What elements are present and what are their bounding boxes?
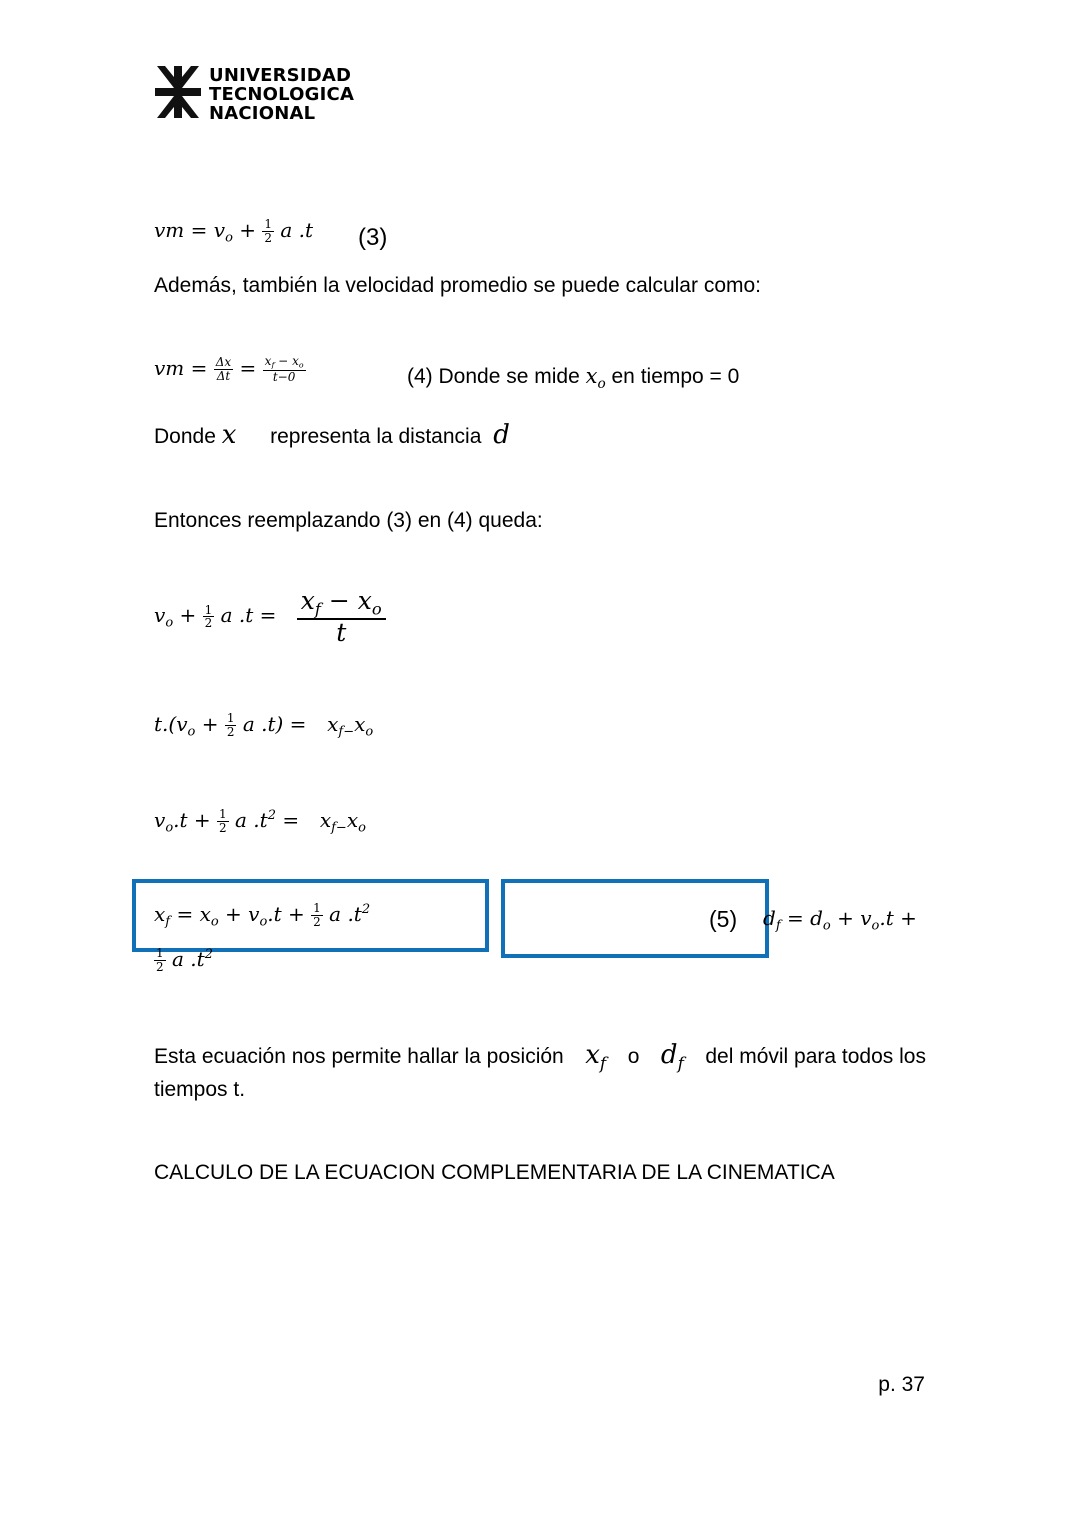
equation-4-label: (4) Donde se mide $x_o$ en tiempo = 0 xyxy=(407,364,740,392)
paragraph-donde-x: Donde x representa la distancia d xyxy=(154,420,510,450)
equation-c: $v_o.t$ + $\frac{1}{2}$ a $.t^2 = x_{f-}x_o$ xyxy=(154,807,366,836)
equation-4: vm = $\frac{\Delta x}{\Delta t}$ = $\frac{x_f - x_o}{t-0}$ xyxy=(154,354,304,384)
logo-line-3: NACIONAL xyxy=(209,103,316,124)
equation-3: vm = $v_o$ + $\frac{1}{2}$ a .t xyxy=(154,217,314,246)
equation-5-d-wrap: $\frac{1}{2}$ a $.t^2$ xyxy=(156,946,213,974)
page-number: p. 37 xyxy=(878,1373,925,1396)
equation-3-label: (3) xyxy=(358,224,388,251)
equation-5-d: $d_f = d_o + v_o.t$ + xyxy=(763,906,917,934)
logo-line-1: UNIVERSIDAD xyxy=(209,65,352,86)
paragraph-posicion: Esta ecuación nos permite hallar la posición $x_f$ o $d_f$ del móvil para todos los xyxy=(154,1040,926,1073)
paragraph-entonces: Entonces reemplazando (3) en (4) queda: xyxy=(154,509,543,532)
utn-logo-icon xyxy=(155,66,201,118)
equation-5-label: (5) xyxy=(709,906,738,932)
equation-b: $t.(v_o$ + $\frac{1}{2}$ a $.t) = x_{f-}x_o$ xyxy=(154,711,374,740)
equation-a: $v_o$ + $\frac{1}{2}$ a .t = $\frac{x_f - x_o}{t}$ xyxy=(154,588,386,646)
paragraph-velocidad-promedio: Además, también la velocidad promedio se puede calcular como: xyxy=(154,274,762,297)
logo-line-2: TECNOLOGICA xyxy=(209,84,355,105)
paragraph-posicion-cont: tiempos t. xyxy=(154,1078,246,1101)
equation-5-x: $x_f = x_o + v_o.t$ + $\frac{1}{2}$ a $.t^2$ xyxy=(154,901,371,930)
section-heading: CALCULO DE LA ECUACION COMPLEMENTARIA DE LA CINEMATICA xyxy=(154,1161,835,1184)
